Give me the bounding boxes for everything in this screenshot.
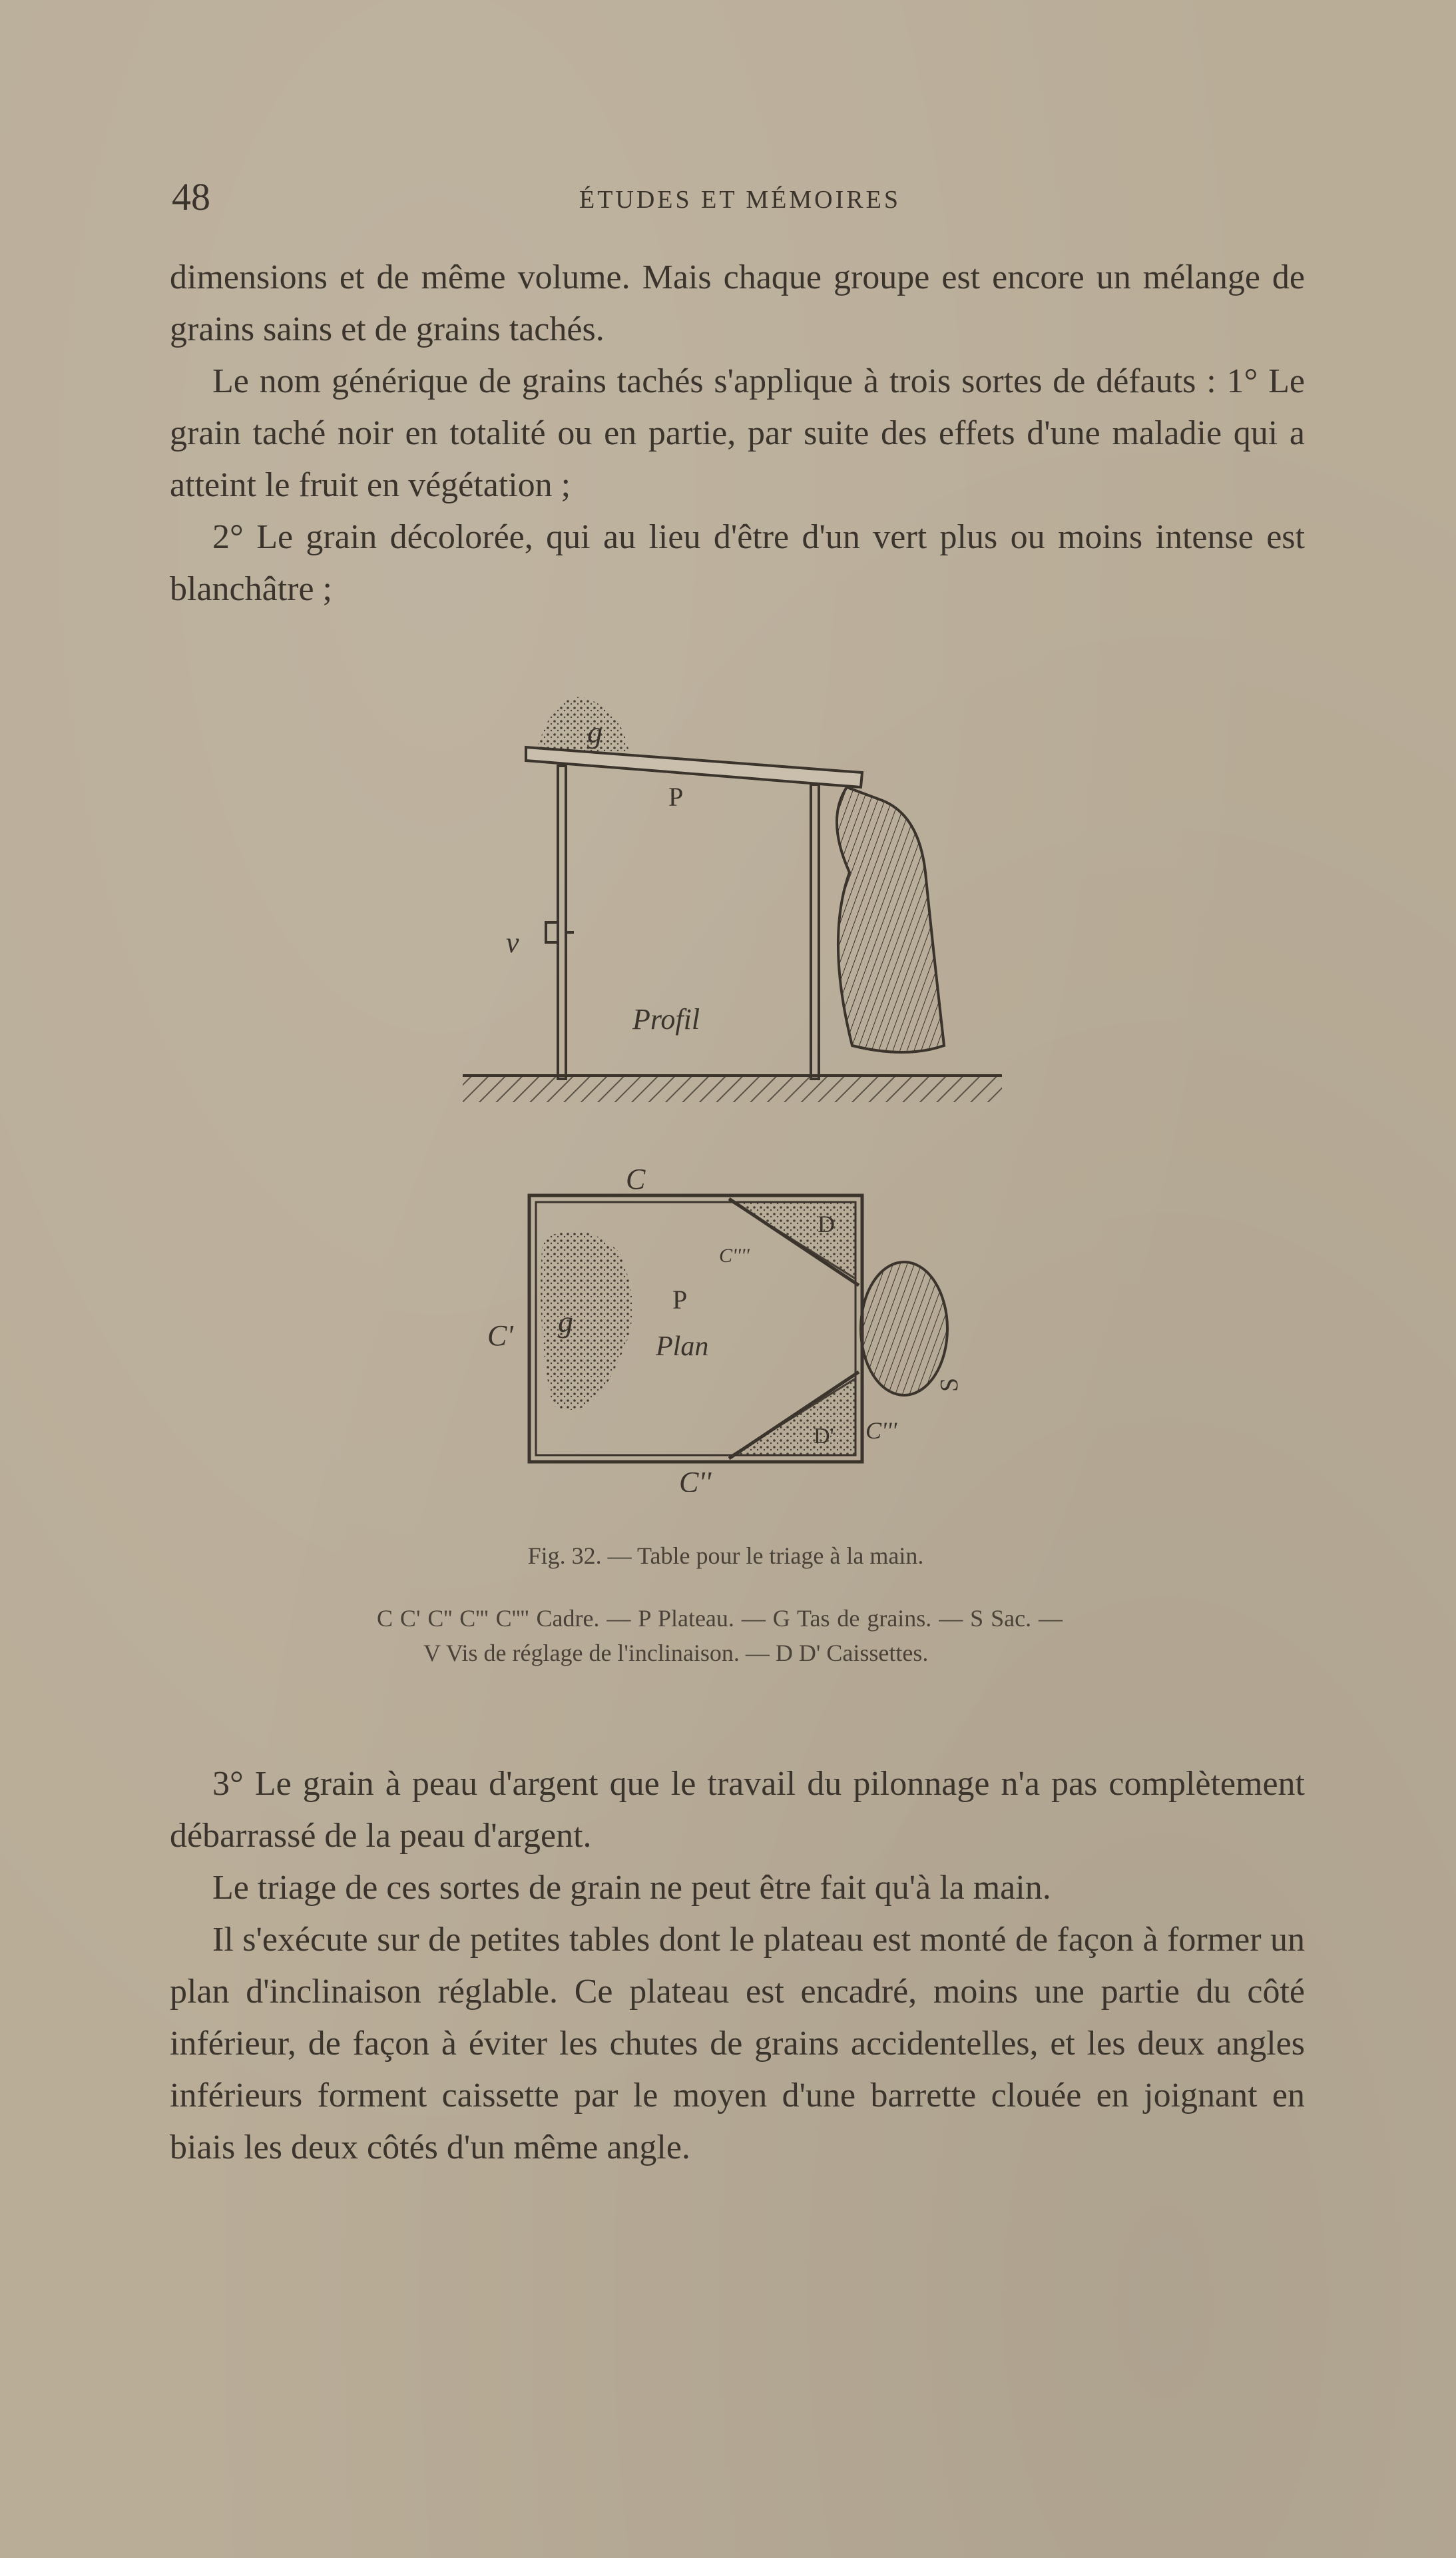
ground-hatching: [463, 1074, 1002, 1102]
label-profil: Profil: [632, 1003, 700, 1036]
paragraph: dimensions et de même volume. Mais chaque groupe est encore un mélange de grains sains et de grains tachés.: [170, 258, 1305, 348]
label-c3: C''': [865, 1417, 897, 1444]
paragraph: Le triage de ces sortes de grain ne peut être fait qu'à la main.: [212, 1869, 1051, 1907]
label-g-plan: g: [558, 1305, 573, 1339]
adjust-screw: [546, 922, 558, 942]
plan-view: [487, 1163, 963, 1492]
label-v: v: [506, 926, 519, 959]
text-block-bottom: [170, 1758, 1305, 2174]
figure-caption-title: Fig. 32. — Table pour le triage à la main.: [527, 1542, 924, 1569]
sack-profile: [837, 787, 944, 1052]
label-d-bottom: D': [814, 1424, 834, 1448]
plateau-profile: [526, 747, 862, 787]
text-block-top: [170, 252, 1305, 615]
label-c1: C': [487, 1319, 513, 1352]
label-d-top: D: [818, 1211, 835, 1237]
label-p-profile: P: [668, 782, 684, 812]
table-leg-right: [811, 785, 819, 1079]
label-s: S: [935, 1377, 963, 1392]
figure-table-diagram: [399, 673, 1025, 1492]
label-c4: C'''': [719, 1245, 750, 1267]
label-p-plan: P: [672, 1285, 688, 1315]
grain-heap-profile: [536, 697, 629, 753]
profile-view: [463, 697, 1002, 1102]
paragraph: Le nom générique de grains tachés s'applique à trois sortes de défauts : 1° Le grain taché noir en totalité ou en partie, par suite des effets d'une maladie qui a atteint le fruit en végétation ;: [170, 362, 1305, 504]
figure-caption-legend: [377, 1601, 1063, 1670]
paragraph: 3° Le grain à peau d'argent que le travail du pilonnage n'a pas complètement débarrassé de la peau d'argent.: [170, 1765, 1305, 1855]
label-plan: Plan: [656, 1331, 709, 1362]
label-g-profile: g: [587, 715, 603, 749]
page-number: 48: [172, 175, 210, 218]
caption-legend-text: C C' C'' C''' C'''' Cadre. — P Plateau. — G Tas de grains. — S Sac. — V Vis de réglage de l'inclinaison. — D D' Caissettes.: [377, 1605, 1063, 1666]
grain-heap-plan: [541, 1231, 632, 1410]
label-c2: C'': [679, 1466, 712, 1492]
paragraph: 2° Le grain décolorée, qui au lieu d'être d'un vert plus ou moins intense est blanchâtre ;: [170, 518, 1305, 608]
paragraph: Il s'exécute sur de petites tables dont le plateau est monté de façon à former un plan d'inclinaison réglable. Ce plateau est encadré, moins une partie du côté inférieur, de façon à éviter les chutes de grains accidentelles, et les deux angles inférieurs forment caissette par le moyen d'une barrette clouée en joignant en biais les deux côtés d'un même angle.: [170, 1921, 1305, 2166]
sack-plan: [861, 1262, 947, 1395]
label-c: C: [626, 1163, 646, 1195]
running-title: ÉTUDES ET MÉMOIRES: [579, 186, 901, 214]
